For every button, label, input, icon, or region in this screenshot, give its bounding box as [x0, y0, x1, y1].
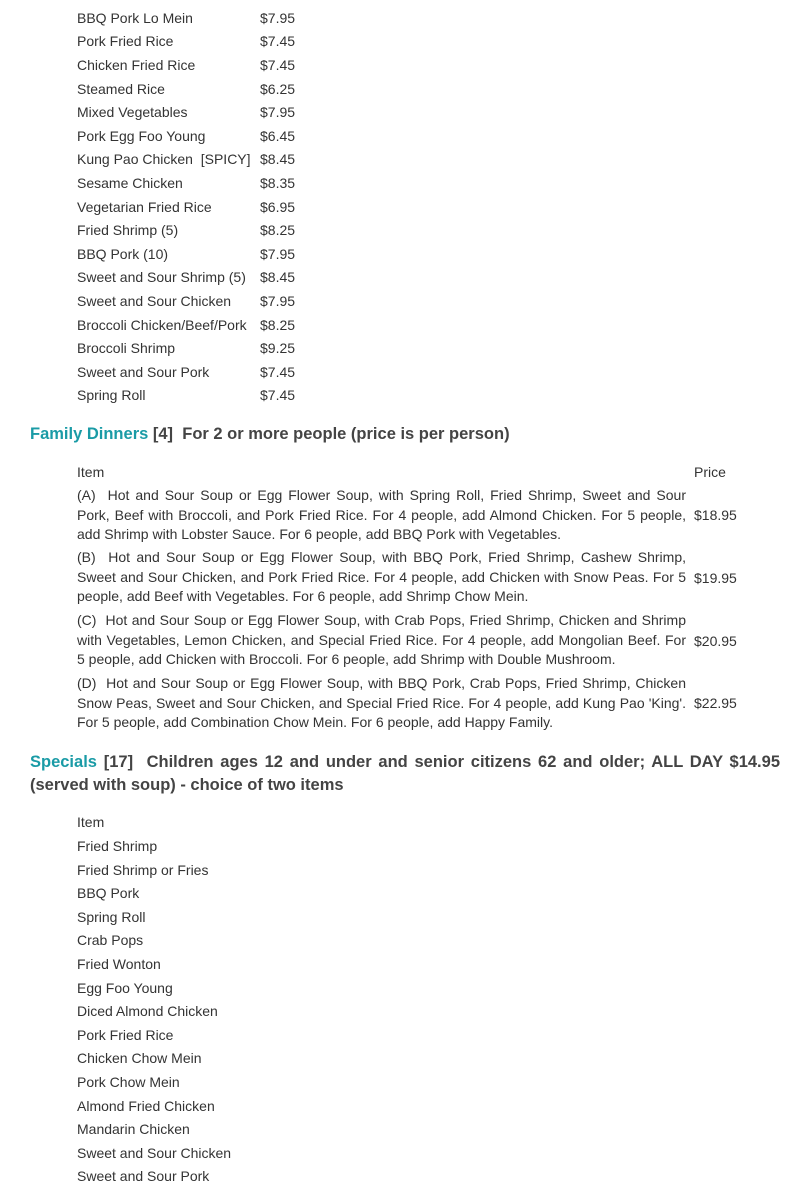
menu-item-name: Pork Egg Foo Young — [77, 128, 206, 144]
family-dinner-description: (B) Hot and Sour Soup or Egg Flower Soup, with BBQ Pork, Fried Shrimp, Cashew Shrimp, Sweet and Sour Chicken, and Pork Fried Rice. For 4 people, add Chicken with Snow Peas. For 5 people, add Beef with Vegetables. For 6 people, add Shrimp Chow Mein. — [77, 549, 690, 604]
family-dinner-description: (A) Hot and Sour Soup or Egg Flower Soup, with Spring Roll, Fried Shrimp, Sweet and Sour Pork, Beef with Broccoli, and Pork Fried Rice. For 4 people, add Almond Chicken. For 5 people, add Shrimp with Lobster Sauce. For 6 people, add BBQ Pork with Vegetables. — [77, 487, 690, 542]
menu-item-price: $9.25 — [260, 340, 296, 356]
menu-item-price: $6.25 — [260, 81, 296, 97]
special-item: Diced Almond Chicken — [77, 1003, 218, 1019]
specials-heading — [30, 751, 780, 797]
family-dinner-row — [77, 548, 737, 608]
menu-item-name: Vegetarian Fried Rice — [77, 199, 212, 215]
family-dinner-row — [77, 674, 737, 734]
family-dinner-description: (C) Hot and Sour Soup or Egg Flower Soup, with Crab Pops, Fried Shrimp, Chicken and Shrimp with Vegetables, Lemon Chicken, and Special Fried Rice. For 4 people, add Mongolian Beef. For 5 people, add Chicken with Broccoli. For 6 people, add Shrimp with Double Mushroom. — [77, 612, 690, 667]
special-item: Almond Fried Chicken — [77, 1098, 215, 1114]
column-header-price: Price — [694, 464, 726, 480]
menu-item-name: Broccoli Shrimp — [77, 340, 176, 356]
column-header-item: Item — [77, 814, 105, 830]
family-dinner-description: (D) Hot and Sour Soup or Egg Flower Soup, with BBQ Pork, Crab Pops, Fried Shrimp, Chicken Snow Peas, Sweet and Sour Chicken, and Special Fried Rice. For 4 people, add Kung Pao 'King'. For 5 people, add Combination Chow Mein. For 6 people, add Happy Family. — [77, 675, 690, 730]
menu-item-price: $8.45 — [260, 269, 296, 285]
special-item: Mandarin Chicken — [77, 1121, 190, 1137]
menu-item-price: $7.45 — [260, 387, 296, 403]
menu-item-name: Steamed Rice — [77, 81, 165, 97]
menu-item-name: Mixed Vegetables — [77, 104, 188, 120]
menu-item-price: $7.95 — [260, 10, 296, 26]
menu-item-price: $7.45 — [260, 57, 296, 73]
special-item: Spring Roll — [77, 909, 146, 925]
menu-item-name: Spring Roll — [77, 387, 146, 403]
special-item: Fried Wonton — [77, 956, 161, 972]
specials-note: Children ages 12 and under and senior citizens 62 and older; ALL DAY $14.95 (served with soup) - choice of two items — [30, 753, 780, 794]
menu-item-price: $7.45 — [260, 33, 296, 49]
menu-item-price: $7.95 — [260, 293, 296, 309]
special-item: Fried Shrimp or Fries — [77, 862, 209, 878]
menu-item-price: $7.45 — [260, 364, 296, 380]
special-item: Egg Foo Young — [77, 980, 173, 996]
menu-item-name: Sweet and Sour Shrimp (5) — [77, 269, 246, 285]
column-header-item: Item — [77, 464, 105, 480]
special-item: Fried Shrimp — [77, 838, 158, 854]
special-item: Chicken Chow Mein — [77, 1050, 202, 1066]
family-dinners-heading — [30, 423, 780, 446]
family-dinner-price: $18.95 — [694, 507, 737, 523]
menu-item-name: BBQ Pork (10) — [77, 246, 169, 262]
menu-item-name: Fried Shrimp (5) — [77, 222, 179, 238]
special-item: Sweet and Sour Chicken — [77, 1145, 232, 1161]
family-dinner-price: $19.95 — [694, 570, 737, 586]
family-dinner-price: $20.95 — [694, 633, 737, 649]
family-dinners-count: [4] — [152, 425, 174, 443]
menu-item-name: Sesame Chicken — [77, 175, 183, 191]
menu-item-name: Sweet and Sour Pork — [77, 364, 210, 380]
menu-item-name: Pork Fried Rice — [77, 33, 174, 49]
menu-item-name: Broccoli Chicken/Beef/Pork — [77, 317, 247, 333]
menu-item-price: $8.35 — [260, 175, 296, 191]
menu-item-price: $8.45 — [260, 151, 296, 167]
menu-item-name: Kung Pao Chicken [SPICY] — [77, 151, 251, 167]
menu-item-price: $7.95 — [260, 104, 296, 120]
special-item: Crab Pops — [77, 932, 144, 948]
menu-item-price: $6.45 — [260, 128, 296, 144]
family-dinner-price: $22.95 — [694, 695, 737, 711]
menu-item-price: $8.25 — [260, 222, 296, 238]
family-dinner-row — [77, 486, 737, 546]
menu-item-name: Sweet and Sour Chicken — [77, 293, 232, 309]
family-dinners-category-link[interactable]: Family Dinners — [30, 425, 149, 443]
special-item: BBQ Pork — [77, 885, 140, 901]
menu-item-price: $8.25 — [260, 317, 296, 333]
special-item: Sweet and Sour Pork — [77, 1168, 210, 1184]
special-item: Pork Chow Mein — [77, 1074, 180, 1090]
menu-item-price: $6.95 — [260, 199, 296, 215]
menu-item-name: Chicken Fried Rice — [77, 57, 196, 73]
special-item: Pork Fried Rice — [77, 1027, 174, 1043]
family-dinners-note: For 2 or more people (price is per person) — [182, 425, 510, 443]
specials-category-link[interactable]: Specials — [30, 753, 97, 771]
menu-item-price: $7.95 — [260, 246, 296, 262]
specials-count: [17] — [103, 753, 134, 771]
family-dinner-row — [77, 611, 737, 671]
menu-item-name: BBQ Pork Lo Mein — [77, 10, 193, 26]
